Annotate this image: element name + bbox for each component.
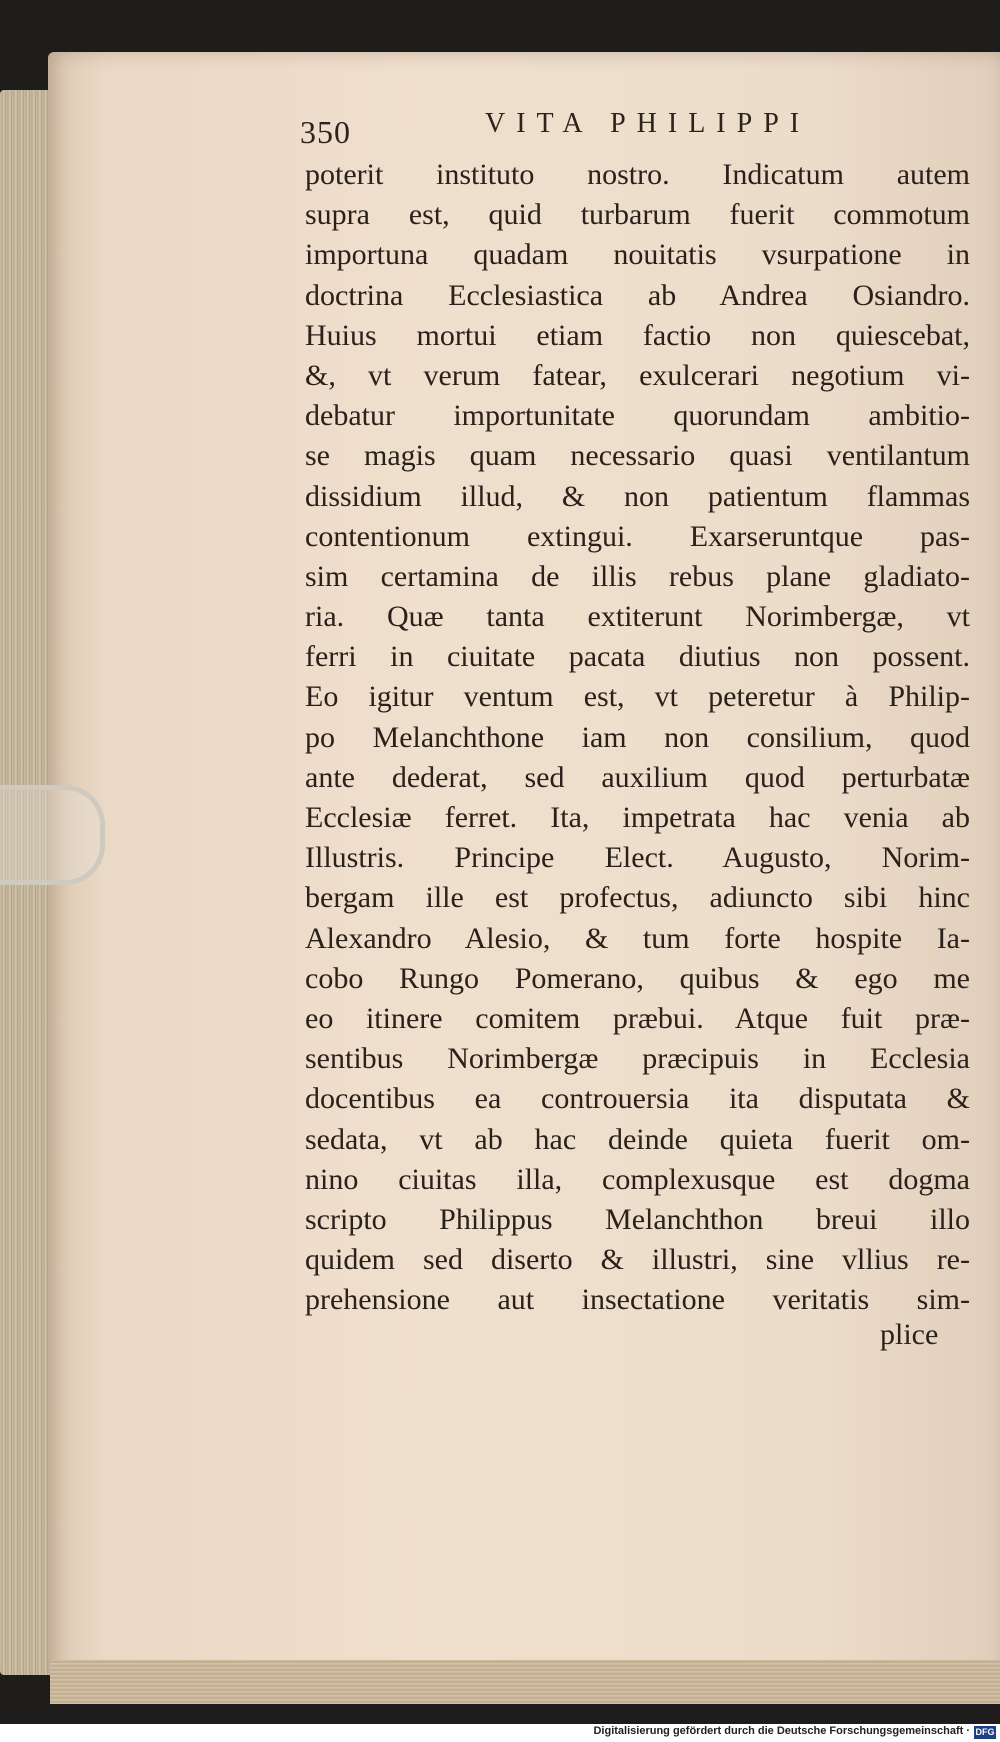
text-line: quidem sed diserto & illustri, sine vllius re- [305, 1243, 970, 1277]
text-line: contentionum extingui. Exarseruntque pas- [305, 519, 970, 553]
text-line: sedata, vt ab hac deinde quieta fuerit om- [305, 1122, 970, 1156]
text-line: sentibus Norimbergæ præcipuis in Ecclesia [305, 1042, 970, 1076]
text-line: importuna quadam nouitatis vsurpatione in [305, 238, 970, 272]
running-head: VITA PHILIPPI [485, 108, 811, 139]
text-line: &, vt verum fatear, exulcerari negotium vi- [305, 358, 970, 392]
text-line: doctrina Ecclesiastica ab Andrea Osiandro. [305, 278, 970, 312]
text-line: Illustris. Principe Elect. Augusto, Norim- [305, 841, 970, 875]
page-header [300, 100, 1000, 150]
catchword: plice [880, 1318, 939, 1351]
text-line: eo itinere comitem præbui. Atque fuit præ- [305, 1001, 970, 1035]
text-line: scripto Philippus Melanchthon breui illo [305, 1202, 970, 1236]
text-line: se magis quam necessario quasi ventilantum [305, 439, 970, 473]
dfg-logo: DFG [975, 1727, 995, 1737]
text-line: debatur importunitate quorundam ambitio- [305, 399, 970, 433]
text-line: ante dederat, sed auxilium quod perturbatæ [305, 760, 970, 794]
text-line: Eo igitur ventum est, vt peteretur à Philip- [305, 680, 970, 714]
text-line: nino ciuitas illa, complexusque est dogma [305, 1162, 970, 1196]
book-bottom-edges [50, 1660, 1000, 1704]
text-line: Alexandro Alesio, & tum forte hospite Ia- [305, 921, 970, 955]
body-text [305, 155, 970, 1320]
text-line: Ecclesiæ ferret. Ita, impetrata hac venia ab [305, 801, 970, 834]
text-line: cobo Rungo Pomerano, quibus & ego me [305, 961, 970, 995]
text-line: bergam ille est profectus, adiuncto sibi hinc [305, 881, 970, 915]
footer-credit: Digitalisierung gefördert durch die Deutsche Forschungsgemeinschaft · [593, 1725, 970, 1737]
text-line: supra est, quid turbarum fuerit commotum [305, 198, 970, 232]
text-line: prehensione aut insectatione veritatis sim- [305, 1283, 970, 1317]
text-line: Huius mortui etiam factio non quiescebat, [305, 318, 970, 352]
text-line: ferri in ciuitate pacata diutius non possent. [305, 640, 970, 674]
page-clip [0, 785, 105, 885]
text-line: dissidium illud, & non patientum flammas [305, 479, 970, 513]
text-line: docentibus ea controuersia ita disputata & [305, 1082, 970, 1116]
page-number: 350 [300, 114, 351, 150]
text-line: po Melanchthone iam non consilium, quod [305, 720, 970, 754]
text-line: ria. Quæ tanta extiterunt Norimbergæ, vt [305, 600, 970, 634]
text-line: sim certamina de illis rebus plane gladiato- [305, 559, 970, 593]
text-line: poterit instituto nostro. Indicatum autem [305, 158, 970, 191]
